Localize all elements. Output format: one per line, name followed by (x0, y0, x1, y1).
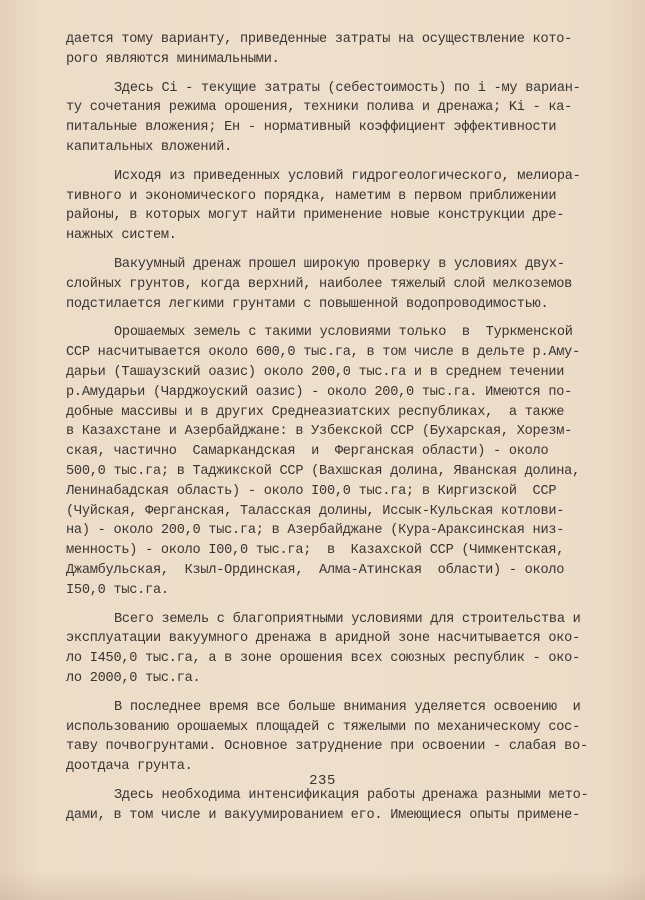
text-line: Всего земель с благоприятными условиями для строительства и (114, 611, 581, 627)
text-line: подстилается легкими грунтами с повышенной водопроводимостью. (66, 296, 549, 312)
paragraph-intensification (66, 786, 590, 826)
paragraph-heavy-soils (66, 698, 590, 777)
text-line: менность) - около I00,0 тыс.га; в Казахской ССР (Чимкентская, (66, 543, 565, 559)
text-line: дами, в том числе и вакуумированием его. Имеющиеся опыты примене- (66, 807, 580, 823)
text-line: ту сочетания режима орошения, техники полива и дренажа; Ki - ка- (66, 100, 573, 116)
body-text (66, 30, 590, 825)
text-line (66, 79, 590, 99)
text-line: в Казахстане и Азербайджане: в Узбекской ССР (Бухарская, Хорезм- (66, 424, 573, 440)
text-line: рого являются минимальными. (66, 51, 280, 67)
text-line: Здесь необходима интенсификация работы дренажа разными мето- (114, 787, 589, 803)
paragraph-vacuum-drainage (66, 255, 590, 314)
text-line: эксплуатации вакуумного дренажа в аридной зоне насчитывается око- (66, 631, 580, 647)
text-line: ССР насчитывается около 600,0 тыс.га, в том числе в дельте р.Аму- (66, 345, 580, 361)
paragraph-notation (66, 79, 590, 158)
text-line: Исходя из приведенных условий гидрогеологического, мелиора- (114, 168, 581, 184)
text-line: р.Амударьи (Чарджоуский оазис) - около 200,0 тыс.га. Имеются по- (66, 384, 573, 400)
text-line: Орошаемых земель с такими условиями только в Туркменской (114, 325, 573, 341)
text-line: использованию орошаемых площадей с тяжелыми по механическому сос- (66, 719, 580, 735)
text-line-formula: Здесь Ci - текущие затраты (себестоимость) по i -му вариан- (114, 80, 581, 96)
text-line: 500,0 тыс.га; в Таджикской ССР (Вахшская долина, Яванская долина, (66, 463, 580, 479)
text-line: слойных грунтов, когда верхний, наиболее тяжелый слой мелкоземов (66, 276, 573, 292)
text-line: В последнее время все больше внимания уделяется освоению и (114, 699, 581, 715)
text-line: Джамбульская, Кзыл-Ординская, Алма-Атинская области) - около (66, 562, 565, 578)
text-line: дается тому варианту, приведенные затраты на осуществление кото- (66, 32, 573, 47)
paragraph-continuation (66, 30, 590, 70)
text-line: ло 2000,0 тыс.га. (66, 670, 201, 686)
text-line: ская, частично Самаркандская и Ферганская области) - около (66, 444, 549, 460)
text-line: нажных систем. (66, 228, 177, 244)
text-line: (Чуйская, Ферганская, Таласская долины, Иссык-Кульская котлови- (66, 503, 565, 519)
text-line: питальные вложения; Eн - нормативный коэффициент эффективности (66, 120, 557, 136)
text-line: доотдача грунта. (66, 759, 193, 775)
text-line: I50,0 тыс.га. (66, 582, 169, 598)
text-line: Вакуумный дренаж прошел широкую проверку в условиях двух- (114, 256, 565, 272)
text-line: тивного и экономического порядка, наметим в первом приближении (66, 188, 557, 204)
page-edge-shadow (0, 870, 645, 900)
text-line: капитальных вложений. (66, 139, 233, 155)
paragraph-total-lands (66, 610, 590, 689)
text-line: дарьи (Ташаузский оазис) около 200,0 тыс.га и в среднем течении (66, 364, 565, 380)
text-line: добные массивы и в других Среднеазиатских республиках, а также (66, 404, 565, 420)
paragraph-irrigated-lands (66, 323, 590, 600)
page-number: 235 (309, 773, 336, 789)
text-line: таву почвогрунтами. Основное затруднение при освоении - слабая во- (66, 739, 588, 755)
text-line: районы, в которых могут найти применение новые конструкции дре- (66, 208, 565, 224)
paragraph-conditions (66, 167, 590, 246)
text-line: ло I450,0 тыс.га, а в зоне орошения всех союзных республик - око- (66, 651, 580, 667)
text-line: Ленинабадская область) - около I00,0 тыс.га; в Киргизской ССР (66, 483, 557, 499)
text-line: на) - около 200,0 тыс.га; в Азербайджане (Кура-Араксинская низ- (66, 523, 565, 539)
